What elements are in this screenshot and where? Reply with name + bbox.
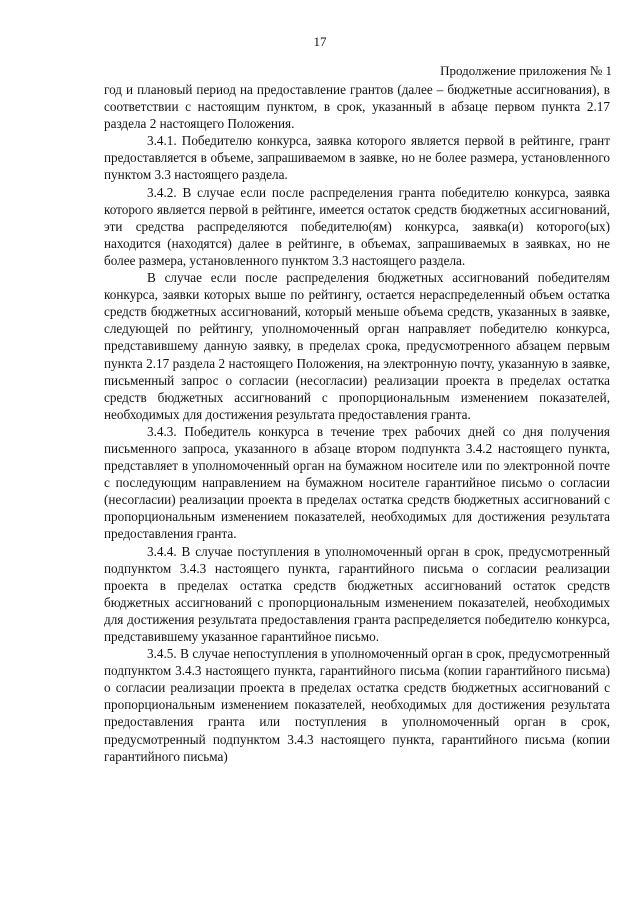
paragraph-3-4-5: 3.4.5. В случае непоступления в уполномоченный орган в срок, предусмотренный подпунктом 3.4.3 настоящего пункта, гарантийного письма (копии гарантийного письма) о согласии реализации проекта в пределах остатка средств бюджетных ассигнований с пропорциональным изменением показателей, необходимых для достижения результата предоставления гранта или поступления в уполномоченный орган в срок, предусмотренный подпунктом 3.4.3 настоящего пункта, гарантийного письма (копии гарантийного письма) [104, 646, 610, 764]
paragraph-3-4-3: 3.4.3. Победитель конкурса в течение трех рабочих дней со дня получения письменного запроса, указанного в абзаце втором подпункта 3.4.2 настоящего пункта, представляет в уполномоченный орган на бумажном носителе или по электронной почте с последующим направлением на бумажном носителе гарантийное письмо о согласии (несогласии) реализации проекта в пределах остатка средств бюджетных ассигнований с пропорциональным изменением показателей, необходимых для достижения результата предоставления гранта. [104, 423, 610, 542]
paragraph-continuation: год и плановый период на предоставление грантов (далее – бюджетные ассигнования), в соответствии с настоящим пунктом, в срок, указанный в абзаце первом пункта 2.17 раздела 2 настоящего Положения. [104, 82, 610, 132]
paragraph-3-4-4: 3.4.4. В случае поступления в уполномоченный орган в срок, предусмотренный подпунктом 3.4.3 настоящего пункта, гарантийного письма о согласии реализации проекта в пределах остатка средств бюджетных ассигнований остаток средств бюджетных ассигнований с пропорциональным изменением показателей, необходимых для достижения результата предоставления гранта распределяется победителю конкурса, представившему указанное гарантийное письмо. [104, 543, 610, 644]
document-body [104, 81, 610, 765]
page-number: 17 [313, 34, 327, 49]
paragraph-3-4-2: 3.4.2. В случае если после распределения гранта победителю конкурса, заявка которого является первой в рейтинге, имеется остаток средств бюджетных ассигнований, эти средства распределяются победителю(ям) конкурса, заявка(и) которого(ых) находится (находятся) далее в рейтинге, в объемах, запрашиваемых в заявках, но не более размера, установленного пунктом 3.3 настоящего раздела. [104, 184, 610, 268]
paragraph-3-4-2-second: В случае если после распределения бюджетных ассигнований победителям конкурса, заявки которых выше по рейтингу, остается нераспределенный объем остатка средств бюджетных ассигнований, который меньше объема средств, указанных в заявке, следующей по рейтингу, уполномоченный орган направляет победителю конкурса, представившему данную заявку, в пределах срока, предусмотренного абзацем первым пункта 2.17 раздела 2 настоящего Положения, на электронную почту, указанную в заявке, письменный запрос о согласии (несогласии) реализации проекта в пределах остатка средств бюджетных ассигнований с пропорциональным изменением показателей, необходимых для достижения результата предоставления гранта. [104, 270, 610, 422]
appendix-continuation-note: Продолжение приложения № 1 [440, 63, 612, 78]
paragraph-3-4-1: 3.4.1. Победителю конкурса, заявка которого является первой в рейтинге, грант предоставляется в объеме, запрашиваемом в заявке, но не более размера, установленного пунктом 3.3 настоящего раздела. [104, 133, 610, 183]
